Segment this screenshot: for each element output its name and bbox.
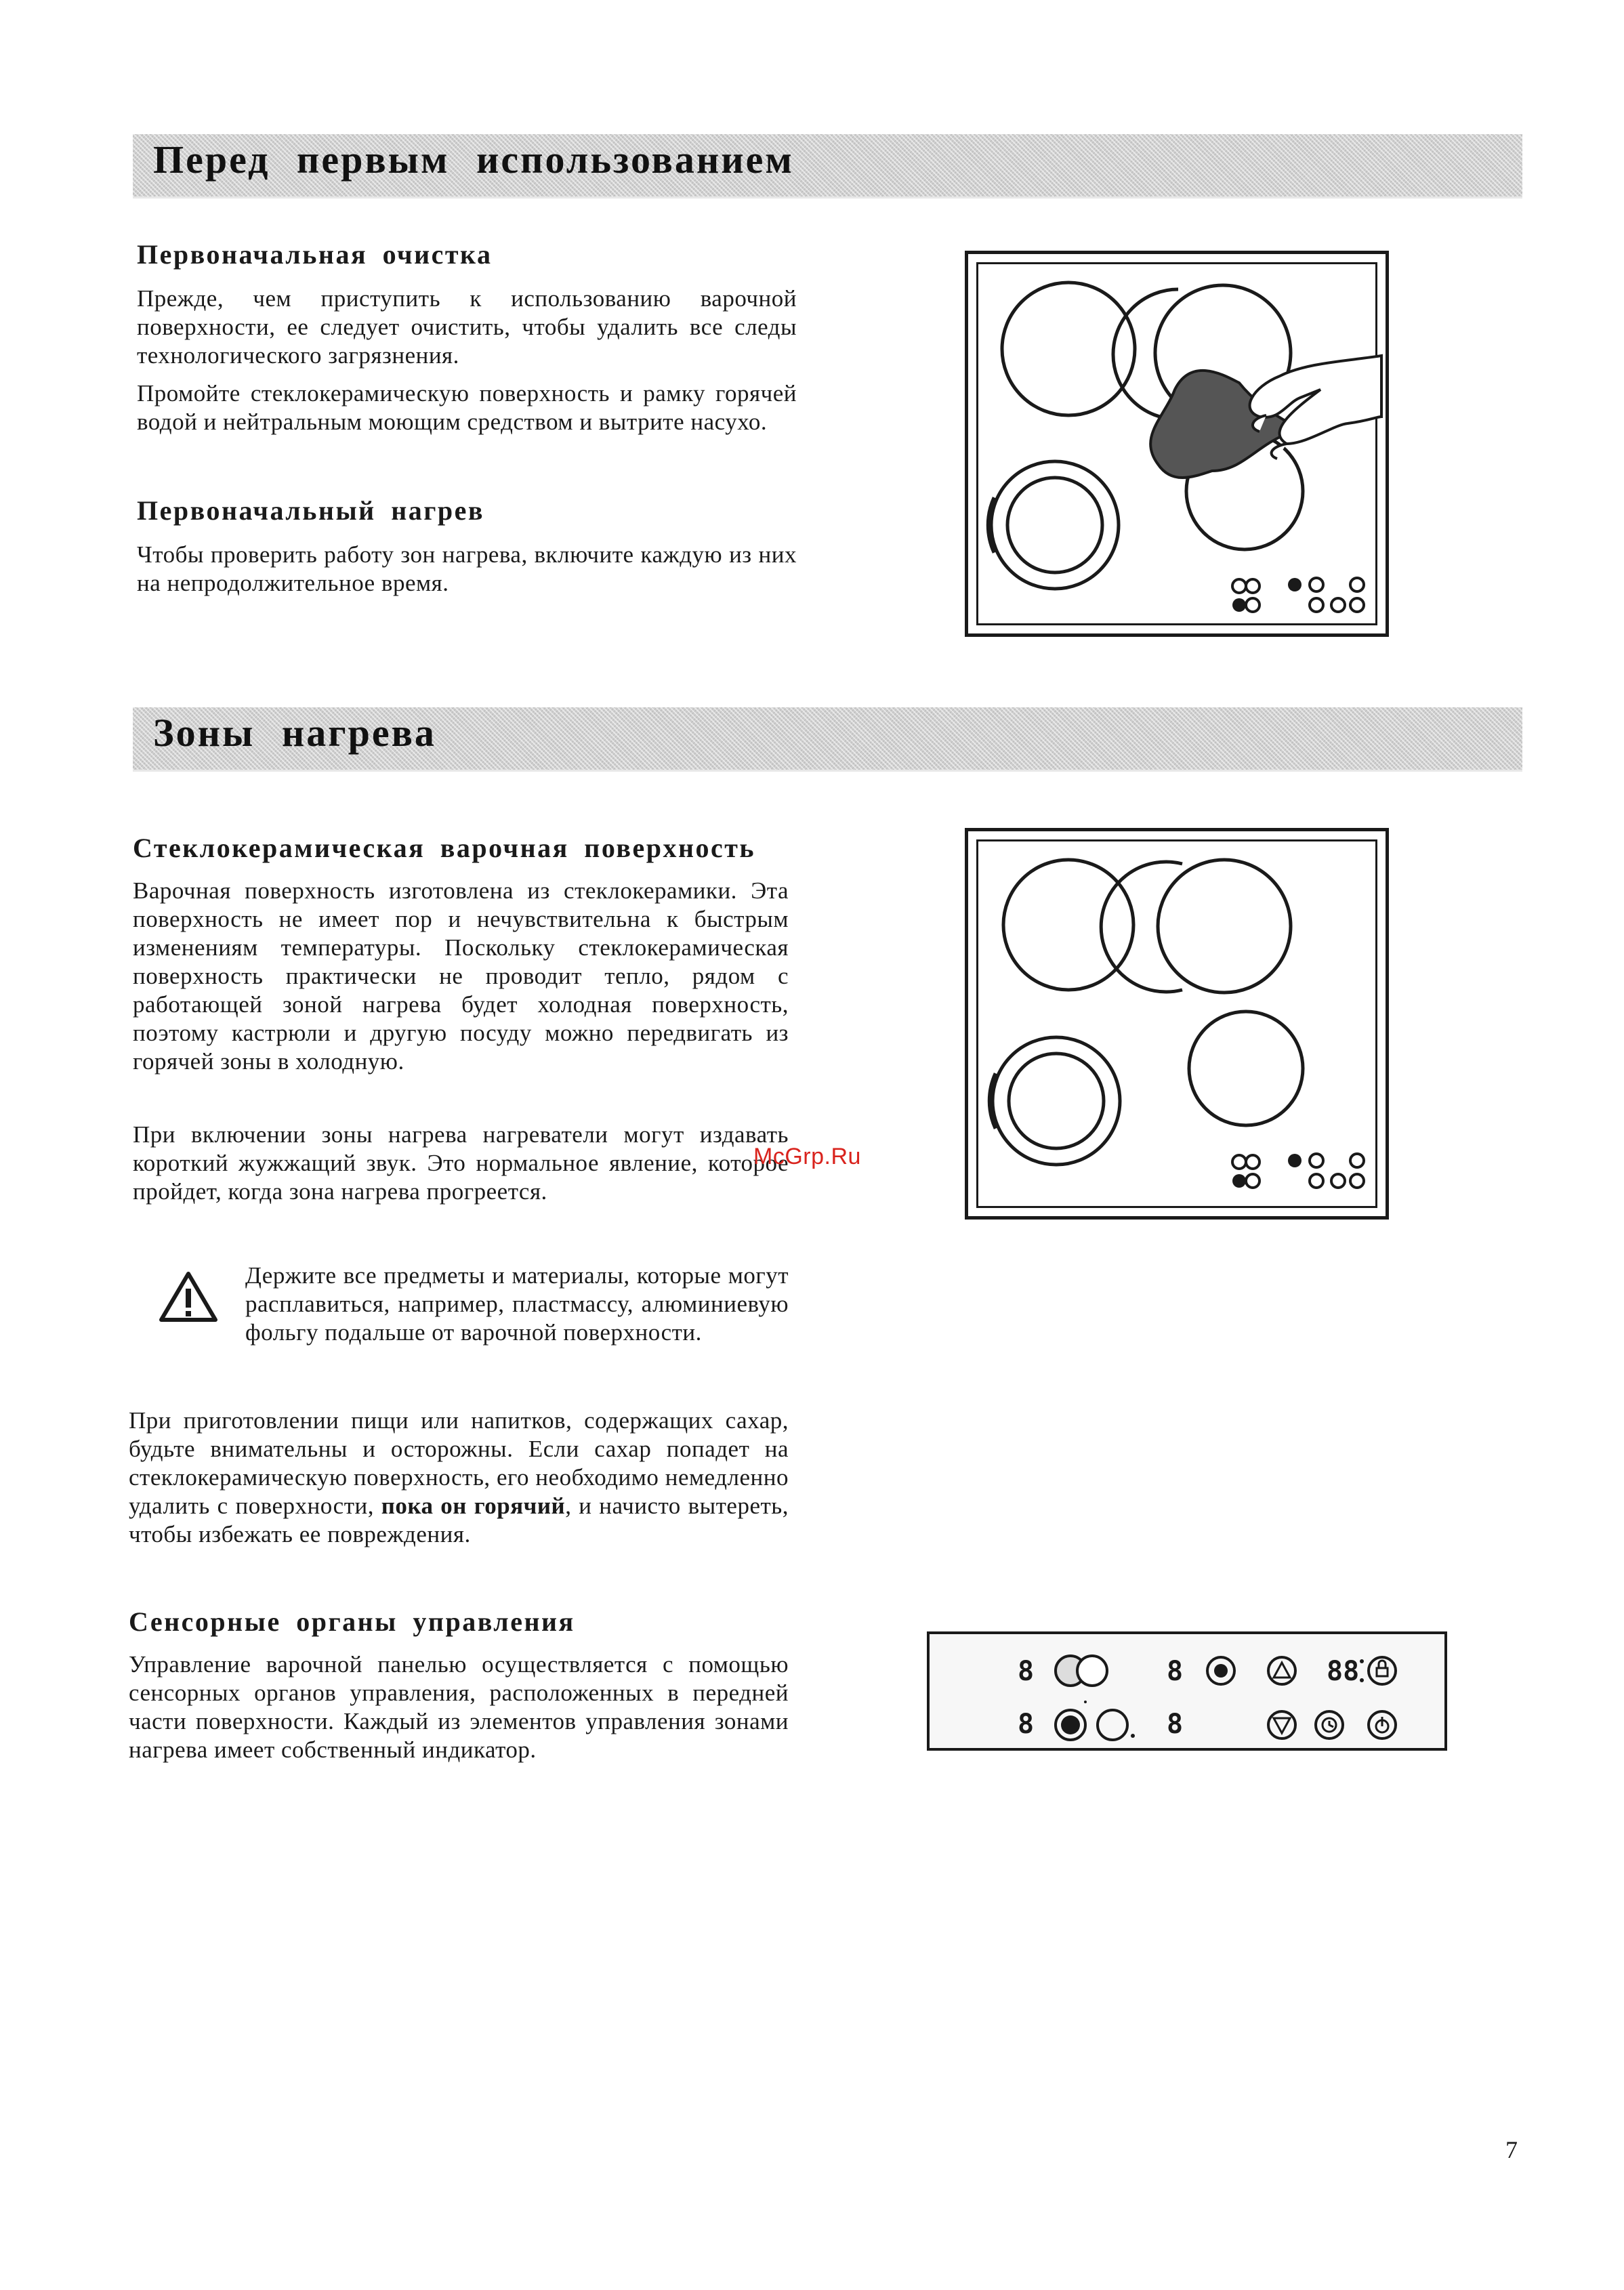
cleaning-paragraph-1: Прежде, чем приступить к использованию варочной поверхности, ее следует очистить, чтобы удалить все следы технологического загрязнения. bbox=[137, 285, 797, 369]
watermark: McGrp.Ru bbox=[753, 1144, 861, 1169]
power-icon bbox=[1376, 1717, 1388, 1732]
minus-icon bbox=[1274, 1718, 1290, 1733]
display-zone-rear-left: 8 bbox=[1167, 1656, 1184, 1687]
touch-controls-paragraph: Управление варочной панелью осуществляется с помощью сенсорных органов управления, расположенных в передней части поверхности. Каждый из элементов управления зонами нагрева имеет собственный индикатор. bbox=[129, 1651, 789, 1763]
heading-glass-ceramic-surface: Стеклокерамическая варочная поверхность bbox=[133, 833, 756, 863]
display-timer: 88 bbox=[1327, 1656, 1360, 1687]
display-zone-front-left: 8 bbox=[1018, 1656, 1035, 1687]
key-lock-icon bbox=[1377, 1661, 1388, 1676]
ceramic-paragraph-2: При включении зоны нагрева нагреватели могут издавать короткий жужжащий звук. Это нормальное явление, которое пройдет, когда зона нагрева прогреется. bbox=[133, 1121, 789, 1205]
control-panel-drawing bbox=[930, 1634, 1444, 1748]
warning-text: Держите все предметы и материалы, которые могут расплавиться, например, пластмассу, алюминиевую фольгу подальше от варочной поверхности. bbox=[245, 1262, 789, 1346]
hob-drawing-cleaning bbox=[968, 254, 1386, 633]
section-title-before-first-use: Перед первым использованием bbox=[153, 138, 794, 182]
ceramic-paragraph-1: Варочная поверхность изготовлена из стеклокерамики. Эта поверхность не имеет пор и нечувствительна к быстрым изменениям температуры. Поскольку стеклокерамическая поверхность практически не проводит тепло, рядом с работающей зоной нагрева будет холодная поверхность, поэтому кастрюли и другую посуду можно передвигать из горячей зоны в холодную. bbox=[133, 877, 789, 1075]
timer-icon bbox=[1323, 1718, 1336, 1732]
section-banner-heating-zones bbox=[133, 707, 1522, 772]
display-zone-rear-right: 8 bbox=[1167, 1709, 1184, 1740]
cleaning-paragraph-2: Промойте стеклокерамическую поверхность и рамку горячей водой и нейтральным моющим средством и вытрите насухо. bbox=[137, 380, 797, 435]
plus-icon bbox=[1274, 1663, 1290, 1678]
hob-illustration-zones bbox=[965, 828, 1389, 1220]
ceramic-paragraph-3 bbox=[129, 1407, 789, 1549]
page-number: 7 bbox=[1505, 2136, 1518, 2163]
zone-select-button bbox=[1214, 1664, 1228, 1678]
heating-paragraph: Чтобы проверить работу зон нагрева, включите каждую из них на непродолжительное время. bbox=[137, 541, 797, 596]
section-title-heating-zones: Зоны нагрева bbox=[153, 711, 436, 755]
sugar-text-bold: пока он горячий bbox=[381, 1493, 566, 1519]
heading-touch-controls: Сенсорные органы управления bbox=[129, 1606, 575, 1637]
hob-illustration-cleaning bbox=[965, 251, 1389, 637]
sugar-text-end: , и начисто вытереть, чтобы избежать ее повреждения. bbox=[129, 1493, 789, 1547]
heading-initial-heating: Первоначальный нагрев bbox=[137, 495, 485, 526]
section-banner-before-first-use bbox=[133, 134, 1522, 199]
heading-initial-cleaning: Первоначальная очистка bbox=[137, 239, 493, 270]
display-zone-front-right: 8 bbox=[1018, 1709, 1035, 1740]
on-off-zone-button bbox=[1061, 1715, 1080, 1734]
warning-triangle-icon bbox=[159, 1270, 218, 1324]
sugar-text-start: При приготовлении пищи или напитков, содержащих сахар, будьте внимательны и осторожны. Если сахар попадет на стеклокерамическую поверхность, его необходимо немедленно удалить с поверхности, bbox=[129, 1407, 789, 1519]
control-panel-illustration bbox=[927, 1631, 1447, 1751]
hob-drawing-zones bbox=[968, 831, 1386, 1216]
